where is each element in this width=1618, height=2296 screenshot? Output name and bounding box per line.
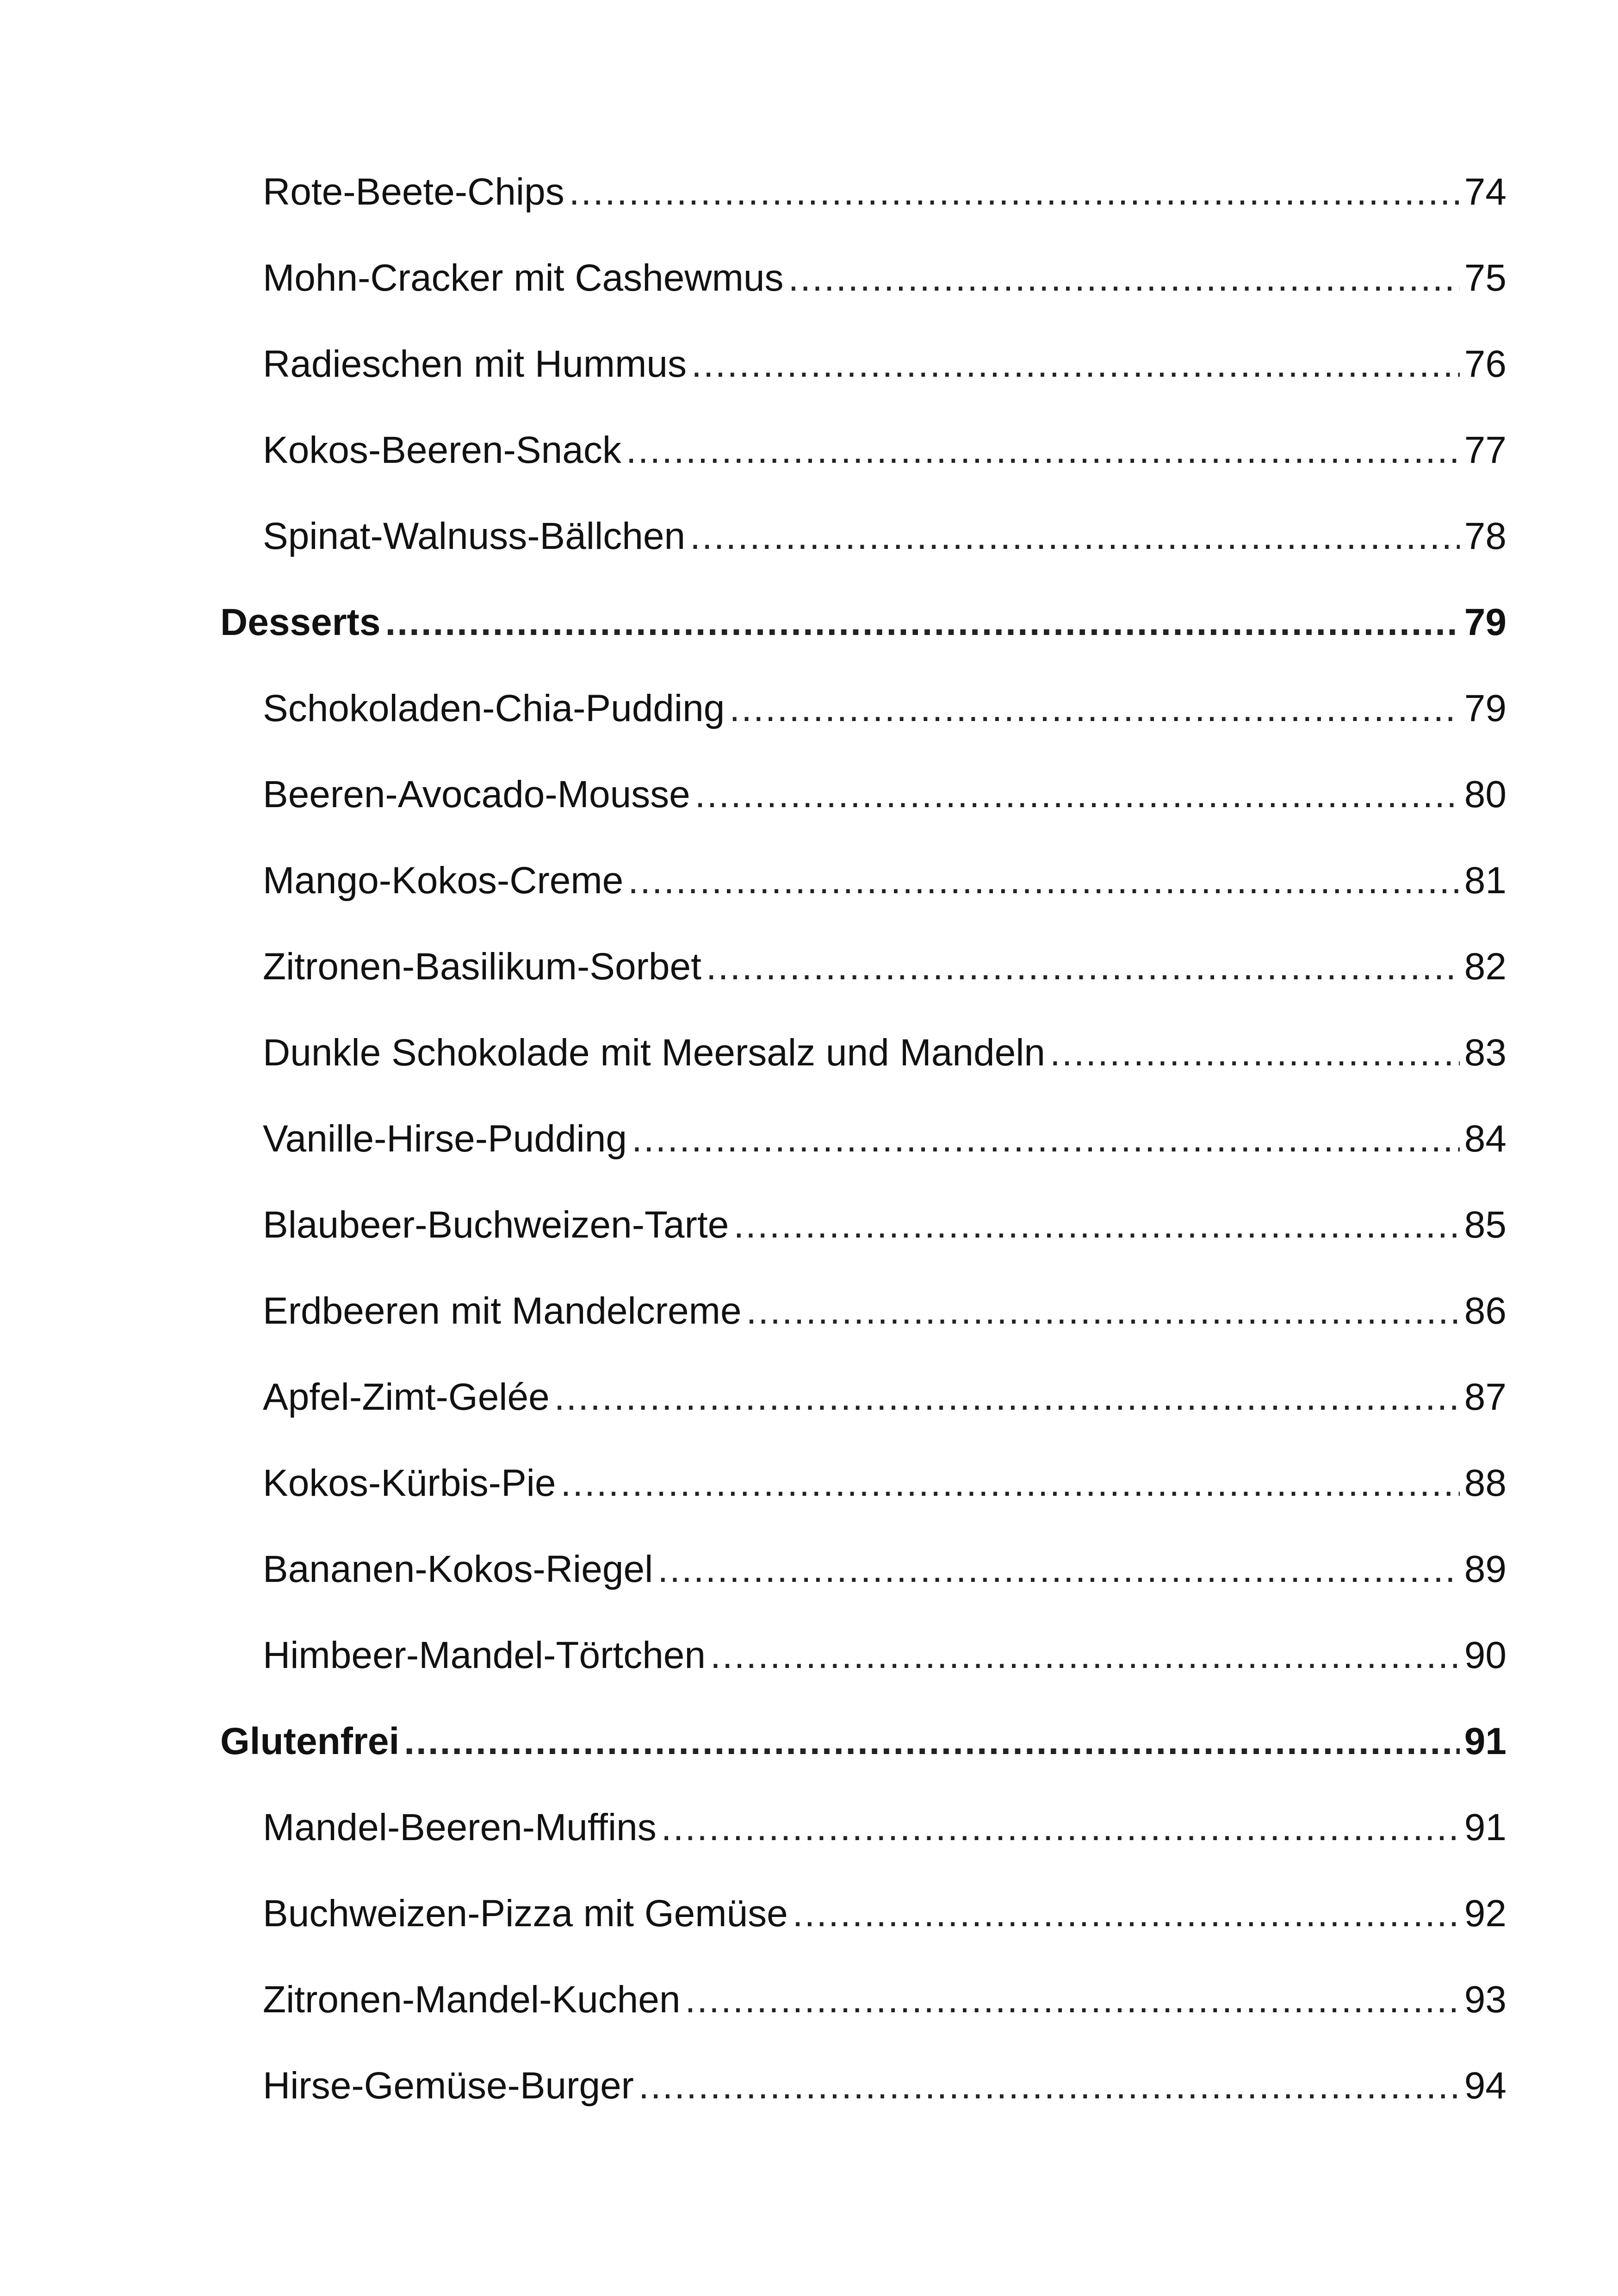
toc-entry-page: 74 [1464,171,1506,213]
dot-leader [1050,1025,1460,1081]
toc-entry-page: 94 [1464,2065,1506,2107]
toc-entry-title: Bananen-Kokos-Riegel [263,1548,653,1590]
toc-entry-title: Kokos-Beeren-Snack [263,429,621,471]
toc-entry-page: 80 [1464,773,1506,815]
toc-entry [263,1283,1506,1339]
toc-entry [263,1628,1506,1683]
toc-entry-title: Mohn-Cracker mit Cashewmus [263,257,784,299]
dot-leader [404,1714,1460,1769]
toc-entry-page: 75 [1464,257,1506,299]
dot-leader [695,767,1460,822]
toc-entry-title: Zitronen-Mandel-Kuchen [263,1979,681,2021]
dot-leader [639,2058,1460,2114]
toc-entry-page: 84 [1464,1118,1506,1160]
toc-entry-page: 90 [1464,1634,1506,1676]
toc-chapter-title: Glutenfrei [220,1720,400,1762]
toc-entry [263,1369,1506,1425]
toc-entry-page: 93 [1464,1979,1506,2021]
dot-leader [710,1628,1460,1683]
toc-chapter-page: 91 [1464,1720,1506,1762]
toc-entry [263,164,1506,220]
toc-entry [263,1456,1506,1511]
dot-leader [706,939,1460,995]
toc-entry-page: 92 [1464,1892,1506,1935]
toc-entry [263,681,1506,736]
dot-leader [729,681,1459,736]
toc-entry-title: Erdbeeren mit Mandelcreme [263,1290,742,1332]
toc-entry-page: 91 [1464,1806,1506,1848]
toc-entry [263,509,1506,564]
dot-leader [793,1886,1460,1941]
toc-entry-page: 81 [1464,859,1506,902]
toc-entry [263,853,1506,908]
toc-entry-title: Buchweizen-Pizza mit Gemüse [263,1892,788,1935]
toc-entry-title: Mandel-Beeren-Muffins [263,1806,657,1848]
toc-entry-title: Vanille-Hirse-Pudding [263,1118,627,1160]
toc-entry [263,1972,1506,2028]
toc-entry [263,1025,1506,1081]
toc-entry-page: 89 [1464,1548,1506,1590]
toc-entry-title: Dunkle Schokolade mit Meersalz und Mandeln [263,1032,1046,1074]
toc-chapter-title: Desserts [220,601,381,643]
toc-entry-page: 77 [1464,429,1506,471]
dot-leader [733,1197,1459,1253]
dot-leader [690,509,1460,564]
toc-entry [263,336,1506,392]
dot-leader [385,595,1459,650]
dot-leader [788,250,1460,306]
dot-leader [685,1972,1459,2028]
dot-leader [628,853,1460,908]
toc-entry-title: Himbeer-Mandel-Törtchen [263,1634,706,1676]
toc-entry-title: Schokoladen-Chia-Pudding [263,687,725,729]
toc-entry [263,423,1506,478]
dot-leader [554,1369,1460,1425]
dot-leader [691,336,1460,392]
toc-entry-page: 85 [1464,1204,1506,1246]
dot-leader [632,1111,1460,1167]
toc-entry-page: 78 [1464,515,1506,557]
dot-leader [657,1542,1459,1597]
toc-entry-title: Zitronen-Basilikum-Sorbet [263,946,701,988]
toc-entry-title: Radieschen mit Hummus [263,343,687,385]
toc-entry [263,1800,1506,1855]
toc-entry-page: 82 [1464,946,1506,988]
toc-entry [263,939,1506,995]
toc-entry-page: 79 [1464,687,1506,729]
toc-entry-page: 86 [1464,1290,1506,1332]
dot-leader [626,423,1460,478]
toc-entry-title: Hirse-Gemüse-Burger [263,2065,634,2107]
toc-entry-title: Apfel-Zimt-Gelée [263,1376,550,1418]
toc-entry-page: 87 [1464,1376,1506,1418]
toc-entry [263,2058,1506,2114]
dot-leader [746,1283,1460,1339]
toc-entry-title: Mango-Kokos-Creme [263,859,624,902]
toc-entry [263,1542,1506,1597]
toc-entry [263,767,1506,822]
toc-chapter [220,1714,1506,1769]
toc-entry-page: 76 [1464,343,1506,385]
toc-entry-title: Blaubeer-Buchweizen-Tarte [263,1204,729,1246]
toc-entry-page: 88 [1464,1462,1506,1504]
toc-entry-title: Spinat-Walnuss-Bällchen [263,515,686,557]
toc-entry [263,1111,1506,1167]
toc-entry [263,1197,1506,1253]
toc-entry [263,250,1506,306]
dot-leader [560,1456,1459,1511]
dot-leader [661,1800,1460,1855]
toc-chapter-page: 79 [1464,601,1506,643]
toc-chapter [220,595,1506,650]
toc-entry-title: Kokos-Kürbis-Pie [263,1462,556,1504]
toc-entry-title: Rote-Beete-Chips [263,171,564,213]
toc-entry-title: Beeren-Avocado-Mousse [263,773,690,815]
toc-entry [263,1886,1506,1941]
toc-entry-page: 83 [1464,1032,1506,1074]
dot-leader [569,164,1460,220]
